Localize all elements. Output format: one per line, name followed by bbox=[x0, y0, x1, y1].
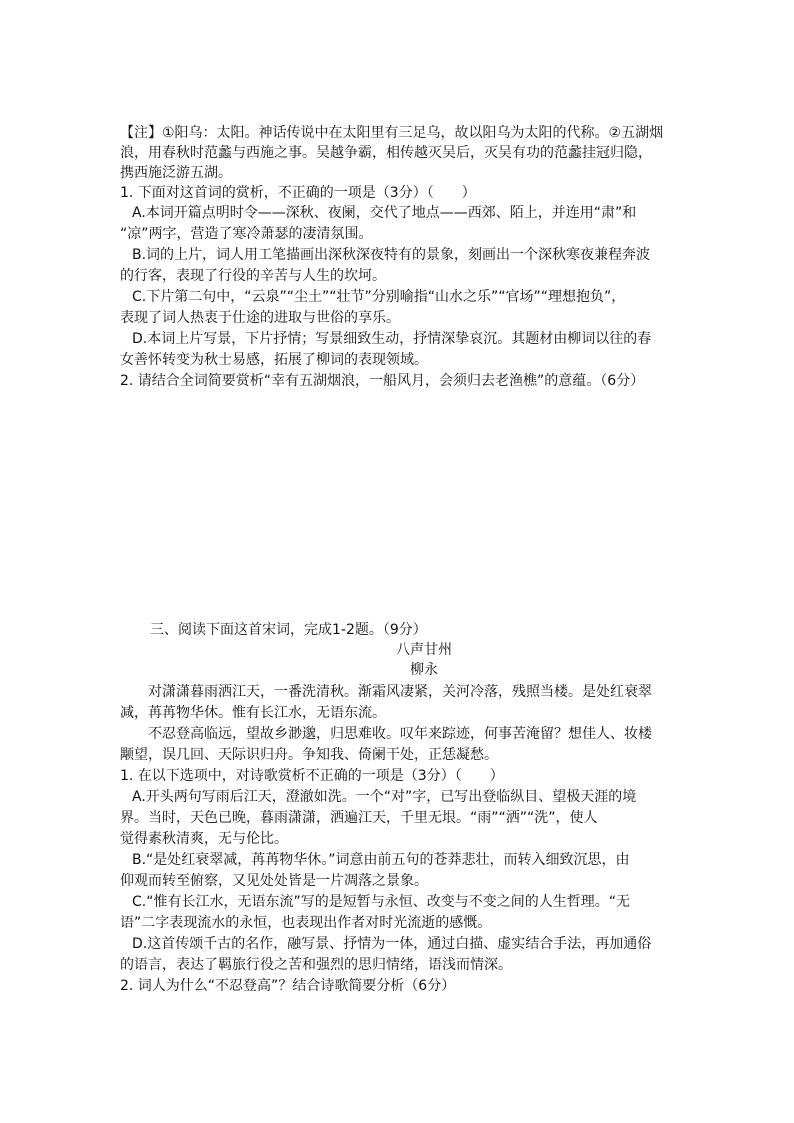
option-c-line: C.下片第二句中，“云泉”“尘土”“壮节”分别喻指“山水之乐”“官场”“理想抱负”， bbox=[132, 289, 626, 305]
note-line: 携西施泛游五湖。 bbox=[120, 165, 232, 181]
option-a-line: A.本词开篇点明时令——深秋、夜阑，交代了地点——西郊、陌上，并连用“肃”和 bbox=[132, 205, 637, 221]
option-d-line: D.本词上片写景，下片抒情；写景细致生动，抒情深挚哀沉。其题材由柳词以往的春 bbox=[132, 331, 652, 347]
option-b-line: B.词的上片，词人用工笔描画出深秋深夜特有的景象，刻画出一个深秋寒夜兼程奔波 bbox=[132, 247, 651, 263]
option-b-line: B.“是处红衰翠减，苒苒物华休。”词意由前五句的苍莽悲壮，而转入细致沉思，由 bbox=[132, 852, 630, 868]
option-b-line: 的行客，表现了行役的辛苦与人生的坎坷。 bbox=[120, 268, 386, 284]
poem-line: 对潇潇暮雨洒江天，一番洗清秋。渐霜风凄紧，关河冷落，残照当楼。是处红衰翠 bbox=[148, 684, 652, 700]
question-2: 2. 词人为什么“不忍登高”？结合诗歌简要分析（6分） bbox=[120, 978, 456, 994]
option-d-line: 女善怀转变为秋士易感，拓展了柳词的表现领域。 bbox=[120, 352, 428, 368]
option-a-line: 界。当时，天色已晚，暮雨潇潇，洒遍江天，千里无垠。“雨”“洒”“洗”，使人 bbox=[120, 810, 598, 826]
section-heading: 三、阅读下面这首宋词，完成1-2题。（9分） bbox=[150, 622, 427, 638]
option-a-line: 觉得素秋清爽，无与伦比。 bbox=[120, 831, 288, 847]
question-1: 1. 在以下选项中，对诗歌赏析不正确的一项是（3分）（ ） bbox=[120, 768, 504, 784]
note-line: 【注】①阳乌：太阳。神话传说中在太阳里有三足乌，故以阳乌为太阳的代称。②五湖烟 bbox=[120, 125, 664, 141]
poem-line: 颙望，误几回、天际识归舟。争知我、倚阑干处，正恁凝愁。 bbox=[120, 747, 498, 763]
poem-line: 减，苒苒物华休。惟有长江水，无语东流。 bbox=[120, 705, 386, 721]
option-c-line: 语”二字表现流水的永恒，也表现出作者对时光流逝的感慨。 bbox=[120, 915, 492, 931]
option-a-line: “凉”两字，营造了寒冷萧瑟的凄清氛围。 bbox=[120, 226, 373, 242]
option-c-line: 表现了词人热衷于仕途的进取与世俗的享乐。 bbox=[120, 310, 400, 326]
option-b-line: 仰观而转至俯察，又见处处皆是一片凋落之景象。 bbox=[120, 873, 428, 889]
poem-title: 八声甘州 bbox=[396, 642, 452, 658]
option-d-line: 的语言，表达了羁旅行役之苦和强烈的思归情绪，语浅而情深。 bbox=[120, 957, 512, 973]
option-d-line: D.这首传颂千古的名作，融写景、抒情为一体，通过白描、虚实结合手法，再加通俗 bbox=[132, 936, 652, 952]
poem-line: 不忍登高临远，望故乡渺邈，归思难收。叹年来踪迹，何事苦淹留？想佳人、妆楼 bbox=[148, 726, 652, 742]
question-2: 2. 请结合全词简要赏析“幸有五湖烟浪，一船风月，会须归去老渔樵”的意蕴。（6分） bbox=[120, 373, 645, 389]
option-c-line: C.“惟有长江水，无语东流”写的是短暂与永恒、改变与不变之间的人生哲理。“无 bbox=[132, 894, 630, 910]
question-1: 1. 下面对这首词的赏析，不正确的一项是（3分）（ ） bbox=[120, 185, 476, 201]
option-a-line: A.开头两句写雨后江天，澄澈如洗。一个“对”字，已写出登临纵目、望极天涯的境 bbox=[132, 789, 637, 805]
poem-author: 柳永 bbox=[410, 662, 438, 678]
note-line: 浪，用春秋时范蠡与西施之事。吴越争霸，相传越灭吴后，灭吴有功的范蠡挂冠归隐， bbox=[120, 145, 652, 161]
